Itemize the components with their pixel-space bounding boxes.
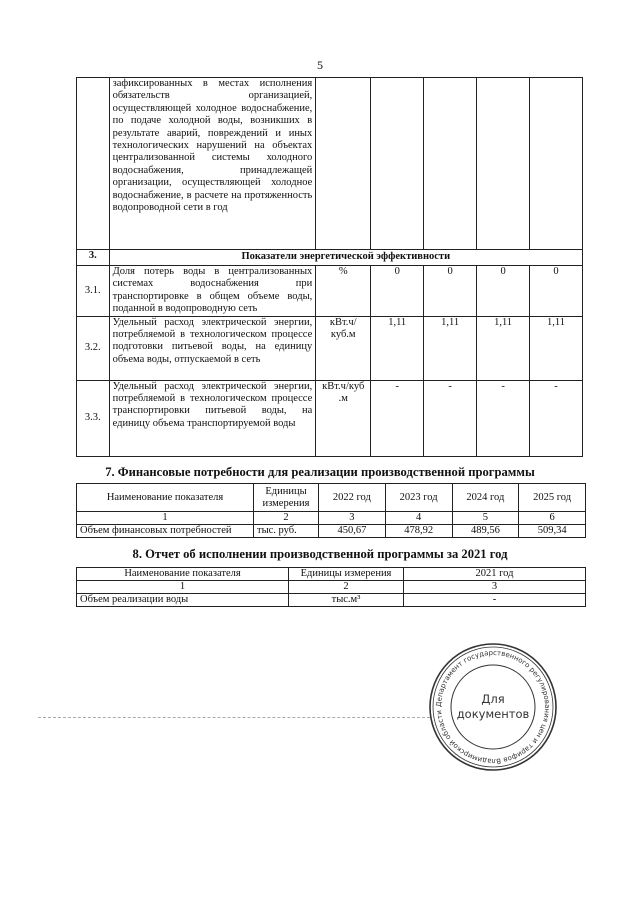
- section-number: 3.: [77, 250, 110, 266]
- stamp-ring-text: Департамент государственного регулирования цен и тарифов Владимирской области: [434, 648, 552, 766]
- value-cell: 0: [424, 266, 477, 317]
- value-cell: -: [371, 380, 424, 456]
- value-cell: -: [424, 380, 477, 456]
- value-cell: 1,11: [477, 316, 530, 380]
- value-cell: 0: [477, 266, 530, 317]
- table-cell: -: [404, 594, 586, 607]
- unit-cell: кВт.ч/куб.м: [316, 316, 371, 380]
- value-cell: -: [477, 380, 530, 456]
- table-cell: 4: [385, 512, 452, 525]
- table-row: [77, 581, 586, 594]
- section-title: Показатели энергетической эффективности: [109, 250, 582, 266]
- value-cell: [371, 78, 424, 250]
- table-cell: 3: [319, 512, 386, 525]
- table-cell: 450,67: [319, 525, 386, 538]
- value-cell: [477, 78, 530, 250]
- section-row: [77, 250, 583, 266]
- row-number-cell: 3.3.: [77, 380, 110, 456]
- row-number-cell: 3.1.: [77, 266, 110, 317]
- table-cell: 1: [77, 581, 289, 594]
- table-cell: тыс.м³: [289, 594, 404, 607]
- table-cell: Объем финансовых потребностей: [77, 525, 254, 538]
- column-header: Наименование показателя: [77, 484, 254, 512]
- table-row: [77, 380, 583, 456]
- column-header: Единицы измерения: [254, 484, 319, 512]
- table-header-row: [77, 568, 586, 581]
- unit-cell: [316, 78, 371, 250]
- finance-table: [76, 483, 586, 538]
- table-cell: 3: [404, 581, 586, 594]
- column-header: 2025 год: [519, 484, 586, 512]
- indicator-name-cell: Удельный расход электрической энергии, потребляемой в технологическом процессе транспортировки питьевой воды, на единицу объема транспортируемой воды: [109, 380, 316, 456]
- table-cell: 2: [254, 512, 319, 525]
- column-header: 2021 год: [404, 568, 586, 581]
- column-header: 2024 год: [452, 484, 519, 512]
- indicator-name-cell: Удельный расход электрической энергии, потребляемой в технологическом процессе подготовки питьевой воды, на единицу объема воды, отпускаемой в сеть: [109, 316, 316, 380]
- table-cell: Объем реализации воды: [77, 594, 289, 607]
- table-cell: 478,92: [385, 525, 452, 538]
- indicators-table: [76, 77, 583, 457]
- table-row: [77, 594, 586, 607]
- table-row: [77, 78, 583, 250]
- table-cell: 489,56: [452, 525, 519, 538]
- table-row: [77, 525, 586, 538]
- value-cell: [424, 78, 477, 250]
- value-cell: 0: [530, 266, 583, 317]
- table-cell: 2: [289, 581, 404, 594]
- table-row: [77, 316, 583, 380]
- table-cell: 5: [452, 512, 519, 525]
- value-cell: 1,11: [424, 316, 477, 380]
- table-cell: 1: [77, 512, 254, 525]
- value-cell: -: [530, 380, 583, 456]
- table-row: [77, 266, 583, 317]
- column-header: Наименование показателя: [77, 568, 289, 581]
- column-header: Единицы измерения: [289, 568, 404, 581]
- report-heading: 8. Отчет об исполнении производственной программы за 2021 год: [132, 547, 508, 561]
- indicator-name-cell: Доля потерь воды в централизованных системах водоснабжения при транспортировке в общем объеме воды, поданной в водопроводную сеть: [109, 266, 316, 317]
- value-cell: [530, 78, 583, 250]
- indicator-name-cell: зафиксированных в местах исполнения обязательств организацией, осуществляющей холодное водоснабжение, по подаче холодной воды, возникших в результате аварий, повреждений и иных технологических нарушений на объектах централизованной системы холодного водоснабжения, принадлежащей организации, осуществляющей холодное водоснабжение, в расчете на протяженность водопроводной сети в год: [109, 78, 316, 250]
- finance-heading: 7. Финансовые потребности для реализации производственной программы: [105, 465, 535, 479]
- scan-dotted-line: [38, 717, 430, 719]
- table-row: [77, 512, 586, 525]
- table-cell: тыс. руб.: [254, 525, 319, 538]
- stamp-center-line2: документов: [456, 707, 530, 721]
- row-number-cell: 3.2.: [77, 316, 110, 380]
- value-cell: 1,11: [371, 316, 424, 380]
- unit-cell: кВт.ч/куб .м: [316, 380, 371, 456]
- value-cell: 0: [371, 266, 424, 317]
- report-table: [76, 567, 586, 607]
- table-cell: 6: [519, 512, 586, 525]
- column-header: 2022 год: [319, 484, 386, 512]
- table-header-row: [77, 484, 586, 512]
- column-header: 2023 год: [385, 484, 452, 512]
- table-cell: 509,34: [519, 525, 586, 538]
- stamp-center-line1: Для: [481, 692, 505, 706]
- value-cell: 1,11: [530, 316, 583, 380]
- unit-cell: %: [316, 266, 371, 317]
- page-number: 5: [317, 58, 323, 72]
- official-stamp: [427, 641, 559, 773]
- row-number-cell: [77, 78, 110, 250]
